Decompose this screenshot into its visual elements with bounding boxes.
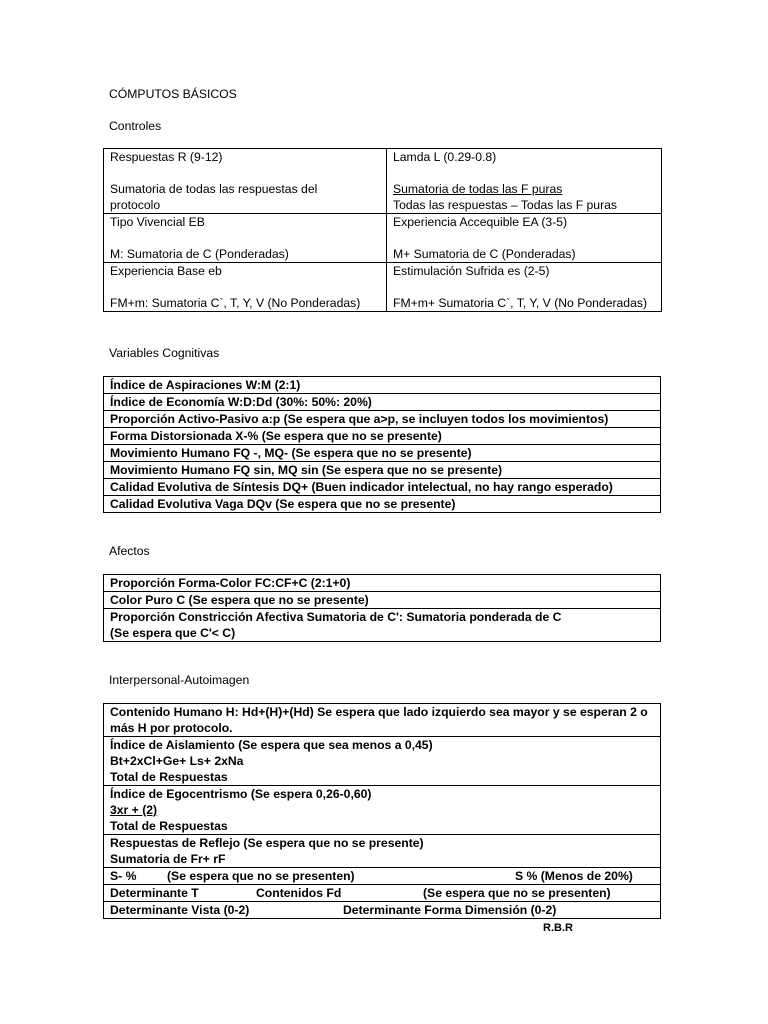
section-heading-variables-cognitivas: Variables Cognitivas bbox=[109, 346, 220, 360]
cell-segment: (Se espera que no se presenten) bbox=[423, 886, 611, 900]
cell-line: Respuestas R (9-12) bbox=[110, 150, 223, 164]
table-row bbox=[104, 263, 662, 312]
cell-line: Sumatoria de todas las respuestas del bbox=[110, 182, 318, 196]
table-row bbox=[104, 575, 661, 592]
table-row bbox=[104, 394, 661, 411]
table-cell: Proporción Forma-Color FC:CF+C (2:1+0) bbox=[104, 575, 661, 592]
table-row bbox=[104, 592, 661, 609]
controles-table bbox=[103, 148, 662, 312]
table-cell bbox=[104, 885, 661, 902]
table-cell: Movimiento Humano FQ -, MQ- (Se espera que no se presente) bbox=[104, 445, 661, 462]
cell-line: Sumatoria de Fr+ rF bbox=[110, 852, 226, 866]
cell-line: Proporción Constricción Afectiva Sumatoria de C': Sumatoria ponderada de C bbox=[110, 610, 562, 624]
variables-cognitivas-table bbox=[103, 376, 661, 513]
table-cell bbox=[104, 868, 661, 885]
cell-line: 3xr + (2) bbox=[110, 803, 158, 817]
table-row bbox=[104, 609, 661, 642]
cell-line: M+ Sumatoria de C (Ponderadas) bbox=[393, 247, 576, 261]
cell-line: Estimulación Sufrida es (2-5) bbox=[393, 264, 550, 278]
signature-initials: R.B.R bbox=[543, 922, 573, 934]
table-cell: Calidad Evolutiva Vaga DQv (Se espera que no se presente) bbox=[104, 496, 661, 513]
table-cell bbox=[104, 902, 661, 919]
cell-line: M: Sumatoria de C (Ponderadas) bbox=[110, 247, 289, 261]
table-cell bbox=[104, 263, 387, 312]
cell-segment: Determinante Forma Dimensión (0-2) bbox=[343, 903, 557, 917]
cell-line: Índice de Aislamiento (Se espera que sea menos a 0,45) bbox=[110, 738, 433, 752]
cell-line: Experiencia Base eb bbox=[110, 264, 222, 278]
table-row bbox=[104, 835, 661, 868]
cell-segment: Determinante T bbox=[110, 886, 199, 900]
table-cell bbox=[104, 214, 387, 263]
cell-segment: Determinante Vista (0-2) bbox=[110, 903, 250, 917]
table-cell bbox=[104, 609, 661, 642]
cell-segment: (Se espera que no se presenten) bbox=[167, 869, 355, 883]
table-row bbox=[104, 411, 661, 428]
afectos-table bbox=[103, 574, 661, 642]
cell-line: Total de Respuestas bbox=[110, 819, 228, 833]
table-cell bbox=[104, 835, 661, 868]
cell-line: Total de Respuestas bbox=[110, 770, 228, 784]
table-cell bbox=[387, 149, 662, 214]
table-row bbox=[104, 704, 661, 737]
table-row bbox=[104, 496, 661, 513]
table-row bbox=[104, 737, 661, 786]
cell-line: Tipo Vivencial EB bbox=[110, 215, 205, 229]
table-cell: Proporción Activo-Pasivo a:p (Se espera que a>p, se incluyen todos los movimientos) bbox=[104, 411, 661, 428]
table-row bbox=[104, 786, 661, 835]
table-cell bbox=[104, 786, 661, 835]
cell-line: Contenido Humano H: Hd+(H)+(Hd) Se espera que lado izquierdo sea mayor y se esperan 2 o bbox=[110, 705, 648, 719]
table-cell: Movimiento Humano FQ sin, MQ sin (Se espera que no se presente) bbox=[104, 462, 661, 479]
table-row bbox=[104, 868, 661, 885]
table-row bbox=[104, 377, 661, 394]
cell-segment: Contenidos Fd bbox=[256, 886, 342, 900]
cell-line: FM+m: Sumatoria C`, T, Y, V (No Ponderadas) bbox=[110, 296, 361, 310]
table-cell: Índice de Economía W:D:Dd (30%: 50%: 20%) bbox=[104, 394, 661, 411]
cell-line: FM+m+ Sumatoria C`, T, Y, V (No Ponderadas) bbox=[393, 296, 648, 310]
table-cell bbox=[387, 214, 662, 263]
table-cell: Calidad Evolutiva de Síntesis DQ+ (Buen indicador intelectual, no hay rango esperado) bbox=[104, 479, 661, 496]
table-cell bbox=[387, 263, 662, 312]
cell-line: protocolo bbox=[110, 198, 161, 212]
cell-line: Sumatoria de todas las F puras bbox=[393, 182, 563, 196]
table-row bbox=[104, 479, 661, 496]
cell-line: más H por protocolo. bbox=[110, 721, 233, 735]
table-cell bbox=[104, 704, 661, 737]
table-cell bbox=[104, 149, 387, 214]
interpersonal-table bbox=[103, 703, 661, 919]
table-row bbox=[104, 902, 661, 919]
cell-line: Experiencia Accequible EA (3-5) bbox=[393, 215, 568, 229]
table-row bbox=[104, 885, 661, 902]
section-heading-interpersonal: Interpersonal-Autoimagen bbox=[109, 673, 250, 687]
table-row bbox=[104, 428, 661, 445]
table-row bbox=[104, 149, 662, 214]
table-cell: Índice de Aspiraciones W:M (2:1) bbox=[104, 377, 661, 394]
cell-line: Todas las respuestas – Todas las F puras bbox=[393, 198, 618, 212]
cell-line: Bt+2xCl+Ge+ Ls+ 2xNa bbox=[110, 754, 244, 768]
cell-segment: S % (Menos de 20%) bbox=[515, 869, 633, 883]
section-heading-afectos: Afectos bbox=[109, 544, 150, 558]
table-row bbox=[104, 445, 661, 462]
cell-line: (Se espera que C'< C) bbox=[110, 626, 236, 640]
table-row bbox=[104, 214, 662, 263]
cell-line: Lamda L (0.29-0.8) bbox=[393, 150, 497, 164]
table-cell: Forma Distorsionada X-% (Se espera que no se presente) bbox=[104, 428, 661, 445]
cell-line: Respuestas de Reflejo (Se espera que no se presente) bbox=[110, 836, 424, 850]
table-row bbox=[104, 462, 661, 479]
cell-line: Índice de Egocentrismo (Se espera 0,26-0,60) bbox=[110, 787, 372, 801]
table-cell bbox=[104, 737, 661, 786]
section-heading-controles: Controles bbox=[109, 119, 162, 133]
cell-segment: S- % bbox=[110, 869, 137, 883]
table-cell: Color Puro C (Se espera que no se presente) bbox=[104, 592, 661, 609]
page-title: CÓMPUTOS BÁSICOS bbox=[109, 87, 237, 101]
